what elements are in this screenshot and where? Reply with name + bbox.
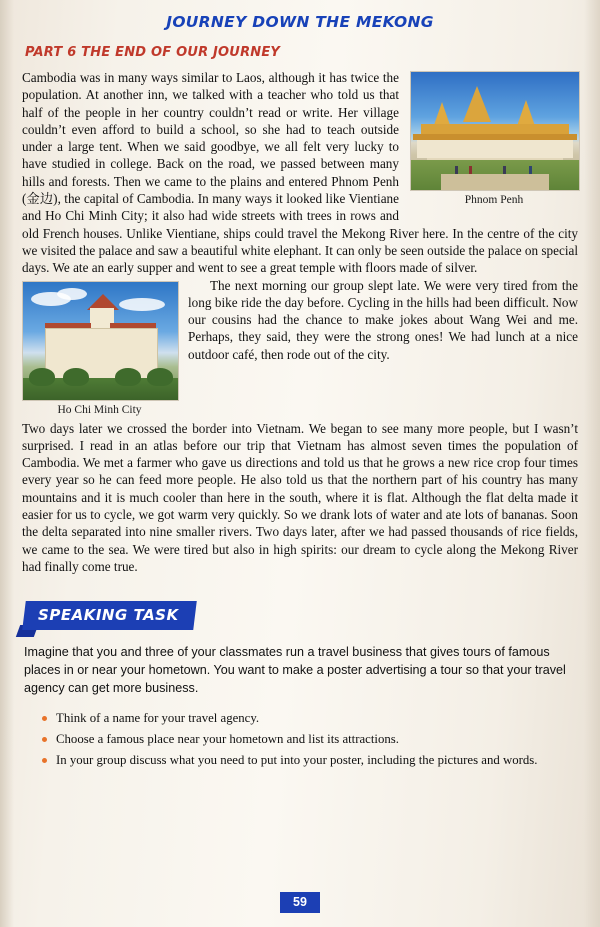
figure-ho-chi-minh-city <box>22 281 177 416</box>
reading-paragraph-3-wrapper <box>22 420 578 576</box>
list-item: In your group discuss what you need to put into your poster, including the pictures and words. <box>56 750 578 771</box>
speaking-task-bullets <box>22 708 578 771</box>
reading-paragraph-2: The next morning our group slept late. We were very tired from the long bike ride the day before. Cycling in the hills had been difficult. Now our cousins had the chance to make jokes about Wang Wei and me. Perhaps, they said, they were the strong ones! We had lunch at a nice outdoor café, then rode out of the city. <box>188 277 578 362</box>
speaking-task-banner <box>24 601 195 630</box>
page-footer <box>0 892 600 913</box>
figure-phnom-penh <box>410 71 578 206</box>
reading-paragraph-1: Cambodia was in many ways similar to Laos, although it has twice the population. At another inn, we talked with a teacher who told us that half of the people in her country couldn’t read or write. Her village couldn’t even afford to build a school, so she had to teach outside under a large tent. When we said goodbye, we all felt very lucky to have studied in college. Back on the road, we passed between many hills and forests. Then we came to the plains and entered Phnom Penh (金边), the capital of Cambodia. In many ways it looked like Vientiane and Ho Chi Minh City; it also had wide streets with trees in rows and old French houses. Unlike Vientiane, ships could travel the Mekong River here. In the centre of the city we visited the palace and saw a beautiful white elephant. It can only be seen outside the palace on special days. We ate an early supper and went to see a great temple with floors made of silver. <box>22 70 578 276</box>
ho-chi-minh-city-caption: Ho Chi Minh City <box>57 403 142 416</box>
list-item: Think of a name for your travel agency. <box>56 708 578 729</box>
speaking-task-label: SPEAKING TASK <box>22 601 196 630</box>
page-number: 59 <box>280 892 320 913</box>
reading-paragraph-3: Two days later we crossed the border into Vietnam. We began to see many more people, but I wasn’t surprised. I read in an atlas before our trip that Vietnam has almost seven times the population of Cambodia. We met a farmer who gave us directions and told us that he grows a new rice crop four times every year so he can feed more people. He also told us that the northern part of his country has many mountains and it is much cooler than here in the south, where it is flat. Although the flat delta made it easier for us to cycle, we got warm very quickly. So we drank lots of water and ate lots of bananas. Soon the delta separated into nine smaller rivers. Two days later, after we had passed thousands of rice fields, we came to the sea. We were tired but also in high spirits: our dream to cycle along the Mekong River had finally come true. <box>22 420 578 574</box>
phnom-penh-caption: Phnom Penh <box>464 194 524 206</box>
speaking-task-intro: Imagine that you and three of your classmates run a travel business that gives tours of famous places in or near your hometown. You want to make a poster advertising a tour so that your travel agency can get more business. <box>24 645 566 696</box>
phnom-penh-photo <box>410 71 580 191</box>
ho-chi-minh-city-photo <box>22 281 179 401</box>
part-heading: PART 6 THE END OF OUR JOURNEY <box>25 45 281 60</box>
list-item: Choose a famous place near your hometown and list its attractions. <box>56 729 578 750</box>
page-title: JOURNEY DOWN THE MEKONG <box>166 13 434 31</box>
